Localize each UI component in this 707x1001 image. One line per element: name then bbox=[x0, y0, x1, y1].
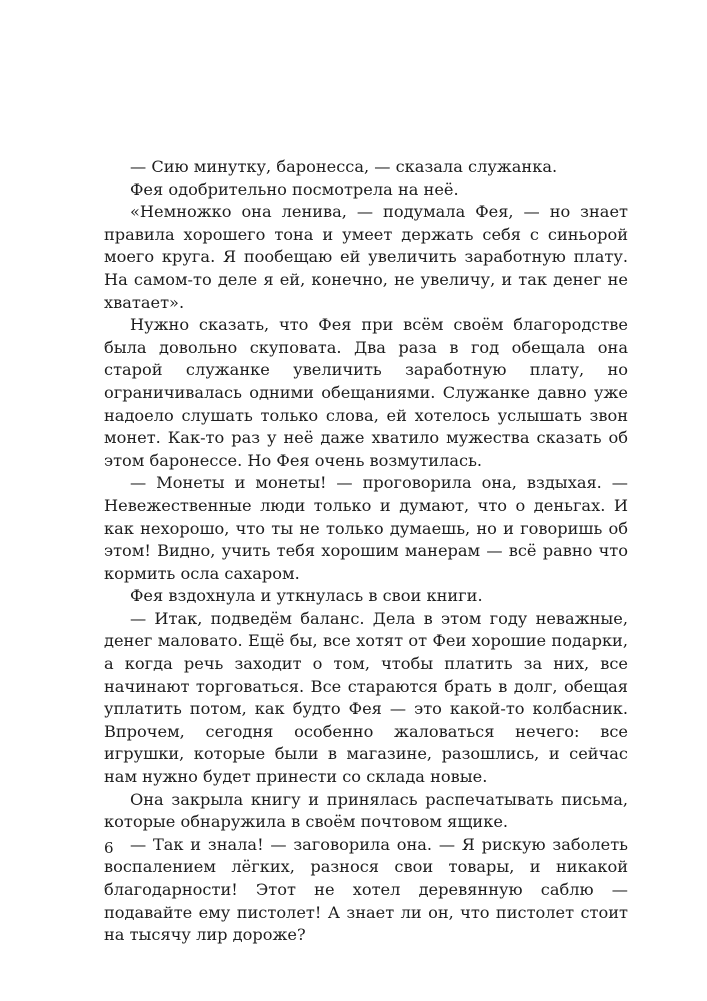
paragraph: — Монеты и монеты! — проговорила она, вздыхая. — Невежественные люди только и думают, что о деньгах. И как нехорошо, что ты не только думаешь, но и говоришь об этом! Видно, учить тебя хорошим манерам — всё равно что кормить осла сахаром. bbox=[104, 473, 628, 583]
paragraph: — Так и знала! — заговорила она. — Я рискую заболеть воспалением лёгких, разнося свои товары, и никакой благодарности! Этот не хотел деревянную саблю — подавайте ему пистолет! А знает ли он, что пистолет стоит на тысячу лир дороже? bbox=[104, 834, 628, 945]
paragraph: — Итак, подведём баланс. Дела в этом году неважные, денег маловато. Ещё бы, все хотят от Феи хорошие подарки, а когда речь заходит о том, чтобы платить за них, все начинают торговаться. Все стараются брать в долг, обещая уплатить потом, как будто Фея — это какой-то колбасник. Впрочем, сегодня особенно жаловаться нечего: все игрушки, которые были в магазине, разошлись, и сейчас нам нужно будет принести со склада новые. bbox=[104, 608, 628, 787]
paragraph: «Немножко она ленива, — подумала Фея, — но знает правила хорошего тона и умеет держать себя с синьорой моего круга. Я пообещаю ей увеличить заработную плату. На самом-то деле я ей, конечно, не увеличу, и так денег не хватает». bbox=[104, 202, 628, 312]
body-text bbox=[104, 156, 628, 947]
paragraph: Она закрыла книгу и принялась распечатывать письма, которые обнаружила в своём почтовом ящике. bbox=[104, 789, 628, 832]
page-number: 6 bbox=[104, 839, 114, 857]
paragraph: Нужно сказать, что Фея при всём своём благородстве была довольно скуповата. Два раза в год обещала она старой служанке увеличить заработную плату, но ограничивалась одними обещаниями. Служанке давно уже надоело слушать только слова, ей хотелось услышать звон монет. Как-то раз у неё даже хватило мужества сказать об этом баронессе. Но Фея очень возмутилась. bbox=[104, 315, 628, 470]
paragraph: Фея одобрительно посмотрела на неё. bbox=[130, 179, 459, 199]
paragraph: Фея вздохнула и уткнулась в свои книги. bbox=[130, 586, 483, 606]
paragraph: — Сию минутку, баронесса, — сказала служанка. bbox=[130, 157, 558, 176]
